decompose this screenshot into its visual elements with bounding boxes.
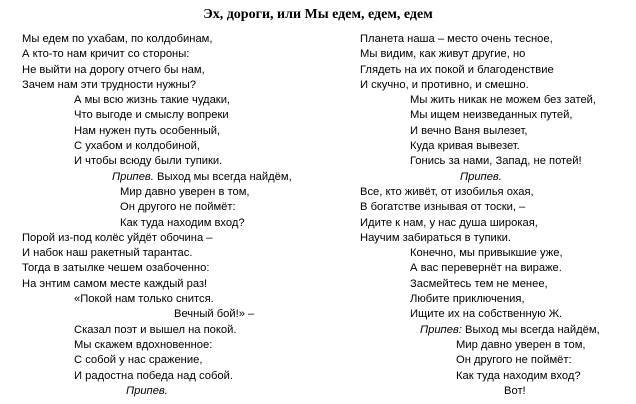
- verse-line: Порой из-под колёс уйдёт обочина –: [22, 231, 213, 244]
- verse-line: И набок наш ракетный тарантас.: [22, 247, 193, 260]
- verse-line: Он другого не поймёт:: [120, 201, 236, 214]
- verse-line: Зачем нам эти трудности нужны?: [22, 78, 196, 91]
- verse-line: Мир давно уверен в том,: [120, 185, 250, 198]
- verse-line: Научим забираться в тупики.: [360, 231, 512, 244]
- chorus-text: Выход мы всегда найдём,: [153, 170, 292, 183]
- verse-line: Мы жить никак не можем без затей,: [410, 94, 597, 107]
- verse-line: Что выгоде и смыслу вопреки: [74, 109, 229, 122]
- verse-line: Глядеть на их покой и благоденствие: [360, 63, 554, 76]
- chorus-label: Припев.: [460, 170, 502, 183]
- verse-line: Засмейтесь тем не менее,: [410, 277, 548, 290]
- verse-line: Ищите их на собственную Ж.: [410, 308, 563, 321]
- chorus-line: [360, 170, 630, 185]
- verse-line: Вот!: [504, 384, 526, 397]
- verse-line: Планета наша – место очень тесное,: [360, 33, 553, 45]
- verse-line: А вас перевернёт на вираже.: [410, 262, 562, 275]
- verse-line: А кто-то нам кричит со стороны:: [22, 48, 190, 61]
- verse-line: Он другого не поймёт:: [456, 354, 572, 367]
- verse-line: С ухабом и колдобиной,: [74, 140, 200, 153]
- verse-line: Мы скажем вдохновенное:: [74, 338, 213, 351]
- verse-line: Вечный бой!» –: [174, 308, 255, 321]
- verse-line: Идите к нам, у нас душа широкая,: [360, 216, 538, 229]
- verse-line: Как туда находим вход?: [120, 216, 245, 229]
- left-column: [22, 32, 332, 399]
- chorus-line: [360, 323, 630, 338]
- verse-line: Тогда в затылке чешем озабоченно:: [22, 262, 210, 275]
- verse-line: С собой у нас сражение,: [74, 354, 203, 367]
- chorus-label: Припев:: [420, 323, 462, 336]
- verse-line: Куда кривая вывезет.: [410, 140, 520, 153]
- verse-line: Мы едем по ухабам, по колдобинам,: [22, 33, 213, 45]
- chorus-line: [22, 384, 332, 399]
- verse-line: И радостна победа над собой.: [74, 369, 233, 382]
- poem-title: Эх, дороги, или Мы едем, едем, едем: [203, 7, 433, 22]
- chorus-line: [22, 170, 332, 185]
- chorus-label: Припев.: [126, 384, 168, 397]
- verse-line: «Покой нам только снится.: [74, 293, 214, 306]
- verse-line: В богатстве изнывая от тоски, –: [360, 201, 526, 214]
- verse-line: Любите приключения,: [410, 293, 525, 306]
- verse-line: И скучно, и противно, и смешно.: [360, 78, 529, 91]
- verse-line: Гонись за нами, Запад, не потей!: [410, 155, 582, 168]
- chorus-label: Припев.: [112, 170, 154, 183]
- verse-line: На энтим самом месте каждый раз!: [22, 277, 208, 290]
- verse-line: Нам нужен путь особенный,: [74, 124, 221, 137]
- verse-line: А мы всю жизнь такие чудаки,: [74, 94, 231, 107]
- verse-line: Как туда находим вход?: [456, 369, 581, 382]
- verse-line: Мы ищем неизведанных путей,: [410, 109, 573, 122]
- verse-line: Сказал поэт и вышел на покой.: [74, 323, 237, 336]
- verse-line: Мир давно уверен в том,: [456, 338, 586, 351]
- verse-line: Конечно, мы привыкшие уже,: [410, 247, 563, 260]
- chorus-text: Выход мы всегда найдём,: [461, 323, 600, 336]
- verse-line: И вечно Ваня вылезет,: [410, 124, 528, 137]
- verse-line: Мы видим, как живут другие, но: [360, 48, 526, 61]
- verse-line: И чтобы всюду были тупики.: [74, 155, 223, 168]
- verse-line: Не выйти на дорогу отчего бы нам,: [22, 63, 205, 76]
- right-column: [360, 32, 630, 399]
- verse-line: Все, кто живёт, от изобилья охая,: [360, 185, 534, 198]
